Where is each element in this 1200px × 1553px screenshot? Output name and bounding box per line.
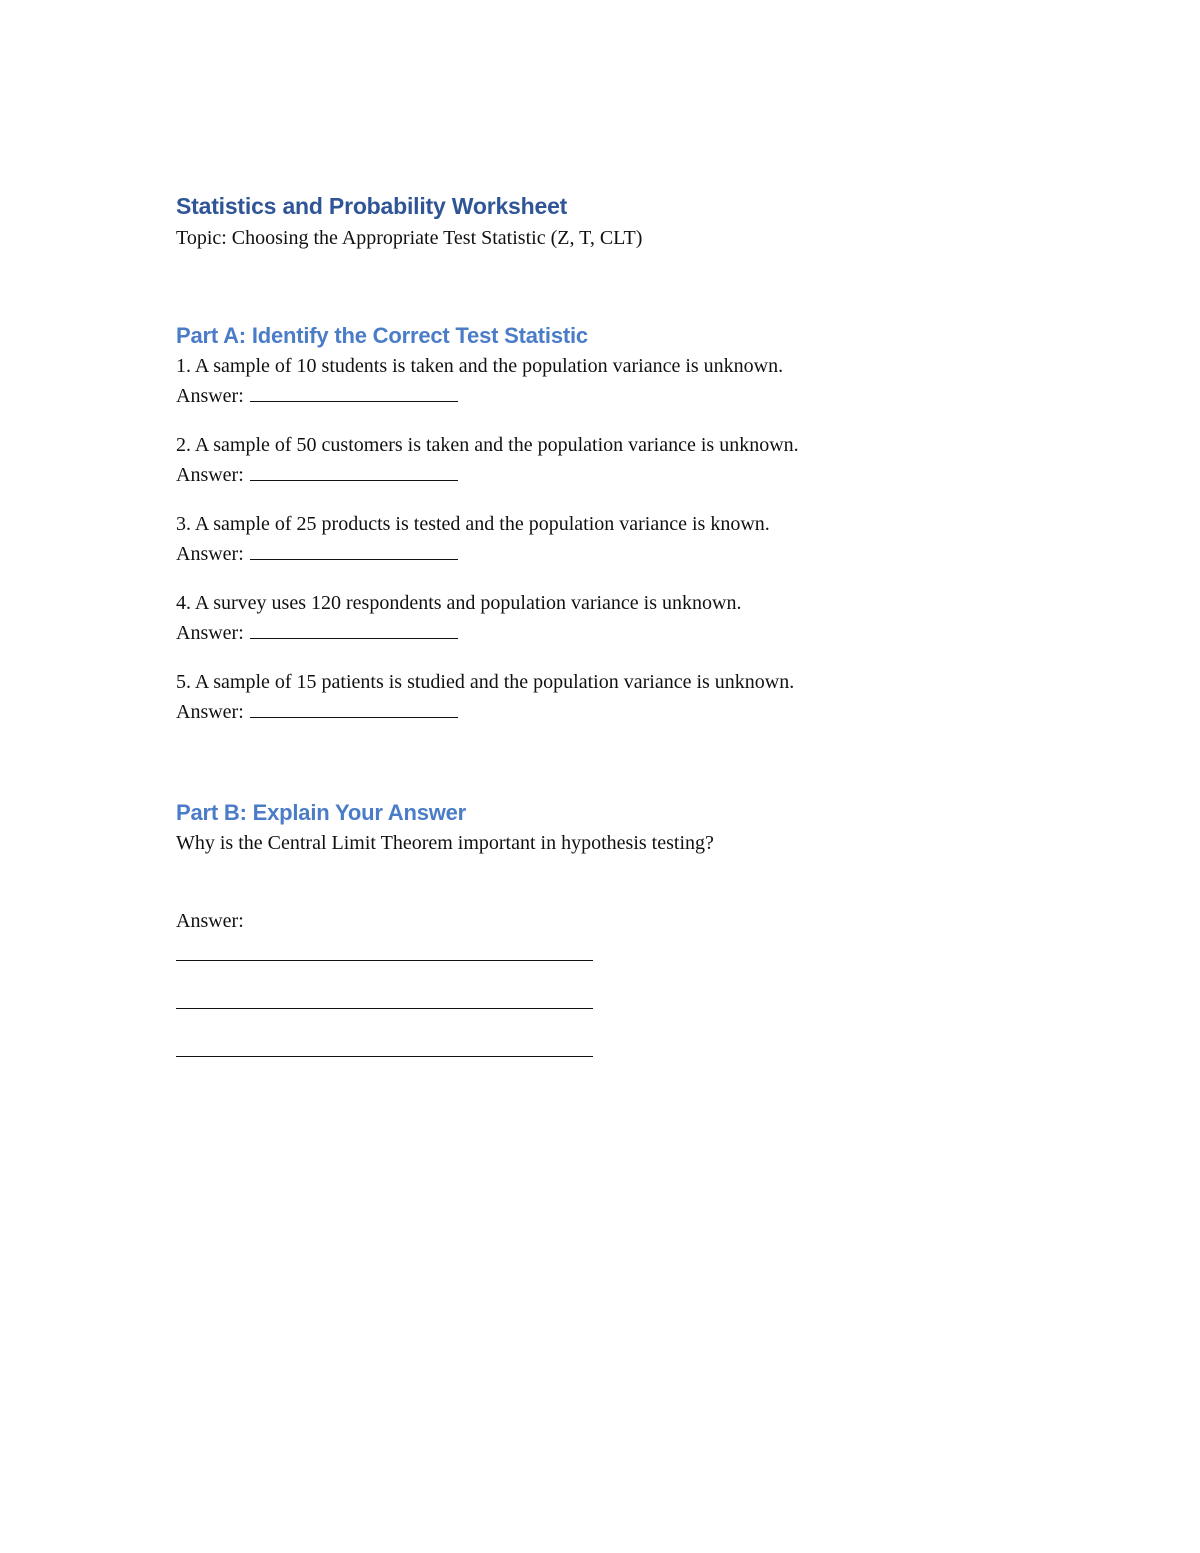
answer-row-1	[176, 381, 1076, 411]
part-a-heading: Part A: Identify the Correct Test Statistic	[176, 323, 588, 348]
question-1-text: 1. A sample of 10 students is taken and the population variance is unknown.	[176, 355, 784, 377]
answer-blank-3[interactable]	[250, 539, 458, 560]
question-2-text: 2. A sample of 50 customers is taken and the population variance is unknown.	[176, 434, 799, 456]
answer-blank-1[interactable]	[250, 381, 458, 402]
question-4	[176, 589, 1076, 648]
answer-label: Answer:	[176, 543, 244, 565]
answer-blank-5[interactable]	[250, 697, 458, 718]
question-4-text: 4. A survey uses 120 respondents and population variance is unknown.	[176, 592, 742, 614]
part-b-heading: Part B: Explain Your Answer	[176, 800, 467, 825]
answer-writing-line-1[interactable]	[176, 960, 593, 961]
answer-writing-line-2[interactable]	[176, 1008, 593, 1009]
question-3-text: 3. A sample of 25 products is tested and the population variance is known.	[176, 513, 770, 535]
question-3	[176, 510, 1076, 569]
question-5-text: 5. A sample of 15 patients is studied and the population variance is unknown.	[176, 671, 795, 693]
answer-row-4	[176, 618, 1076, 648]
answer-label: Answer:	[176, 464, 244, 486]
answer-label: Answer:	[176, 385, 244, 407]
part-b-answer-label: Answer:	[176, 910, 244, 932]
answer-blank-4[interactable]	[250, 618, 458, 639]
question-2	[176, 431, 1076, 490]
question-5	[176, 668, 1076, 727]
worksheet-topic: Topic: Choosing the Appropriate Test Statistic (Z, T, CLT)	[176, 227, 643, 249]
part-b-question: Why is the Central Limit Theorem important in hypothesis testing?	[176, 832, 714, 854]
answer-label: Answer:	[176, 622, 244, 644]
answer-blank-2[interactable]	[250, 460, 458, 481]
answer-row-2	[176, 460, 1076, 490]
answer-label: Answer:	[176, 701, 244, 723]
answer-writing-line-3[interactable]	[176, 1056, 593, 1057]
worksheet-title: Statistics and Probability Worksheet	[176, 193, 568, 219]
question-1	[176, 352, 1076, 411]
answer-row-3	[176, 539, 1076, 569]
worksheet-content	[176, 190, 1076, 1057]
answer-row-5	[176, 697, 1076, 727]
